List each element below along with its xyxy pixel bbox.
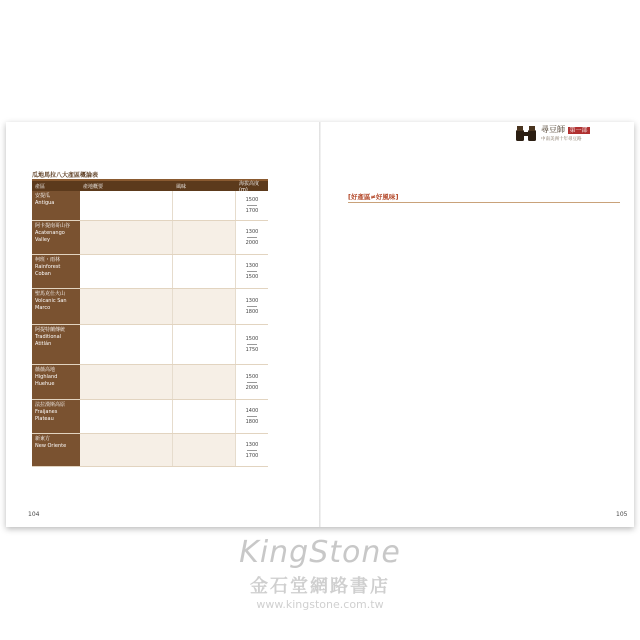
altitude-high: 1500 (245, 274, 259, 280)
altitude-low: 1300 (245, 263, 259, 269)
section-heading: [好產區≠好風味] (348, 193, 399, 201)
altitude-cell (236, 221, 268, 254)
series-title-text: 尋豆師 (541, 125, 565, 134)
altitude-separator (247, 344, 257, 345)
flavor-cell (173, 434, 236, 466)
description-cell (80, 191, 173, 220)
book-spread (6, 122, 634, 527)
altitude-high: 1800 (245, 309, 259, 315)
description-cell (80, 365, 173, 399)
region-cell: 聖馬克仕火山 Volcanic San Marco (32, 289, 80, 324)
flavor-cell (173, 255, 236, 288)
description-cell (80, 255, 173, 288)
altitude-separator (247, 237, 257, 238)
altitude-cell (236, 191, 268, 220)
region-cell: 薇薇高地 Highland Huehue (32, 365, 80, 399)
altitude-high: 1700 (245, 208, 259, 214)
table-header (32, 181, 268, 191)
altitude-high: 2000 (245, 240, 259, 246)
region-cell: 阿卡提南哥山谷 Acatenango Valley (32, 221, 80, 254)
flavor-cell (173, 289, 236, 324)
region-cell: 阿提特蘭傳統 Traditional Atitlán (32, 325, 80, 364)
table-row (32, 325, 268, 365)
region-cell: 法拉漢斯高原 Fraijanes Plateau (32, 400, 80, 433)
section-heading-text: 好產區≠好風味 (350, 193, 396, 201)
flavor-cell (173, 365, 236, 399)
flavor-cell (173, 191, 236, 220)
description-cell (80, 400, 173, 433)
series-subtitle: 中南美洲十年尋豆路 (541, 137, 582, 142)
col-header-desc: 產地概要 (83, 183, 104, 190)
series-part-badge: 第一部 (569, 127, 588, 134)
altitude-high: 2000 (245, 384, 259, 391)
table-row (32, 289, 268, 325)
watermark-chinese: 金石堂網路書店 (250, 576, 390, 597)
altitude-high: 1700 (245, 452, 259, 459)
altitude-cell (236, 289, 268, 324)
altitude-low: 1300 (245, 229, 259, 235)
table-row (32, 221, 268, 255)
region-table (32, 179, 268, 467)
table-row (32, 365, 268, 400)
altitude-separator (247, 271, 257, 272)
altitude-low: 1500 (245, 336, 259, 342)
altitude-low: 1300 (245, 298, 259, 304)
section-divider (348, 202, 620, 203)
flavor-cell (173, 221, 236, 254)
altitude-separator (247, 205, 257, 206)
table-row (32, 255, 268, 289)
region-cell: 柯班・雨林 Rainforest Coban (32, 255, 80, 288)
flavor-cell (173, 325, 236, 364)
altitude-low: 1300 (245, 441, 259, 448)
description-cell (80, 325, 173, 364)
altitude-cell (236, 365, 268, 399)
description-cell (80, 434, 173, 466)
region-cell: 安提瓜 Antigua (32, 191, 80, 220)
col-header-region: 產區 (35, 183, 46, 190)
altitude-cell (236, 400, 268, 433)
binoculars-icon (514, 125, 538, 143)
table-row (32, 191, 268, 221)
altitude-separator (247, 382, 257, 383)
series-title (541, 124, 590, 135)
altitude-high: 1800 (245, 419, 259, 425)
col-header-flavor: 風味 (176, 183, 187, 190)
altitude-cell (236, 255, 268, 288)
altitude-low: 1400 (245, 408, 259, 414)
altitude-separator (247, 450, 257, 451)
altitude-low: 1500 (245, 373, 259, 380)
flavor-cell (173, 400, 236, 433)
description-cell (80, 221, 173, 254)
altitude-cell (236, 325, 268, 364)
left-page-number: 104 (28, 511, 40, 518)
table-title: 瓜地馬拉八大產區概論表 (32, 172, 99, 179)
altitude-separator (247, 416, 257, 417)
watermark-url: www.kingstone.com.tw (256, 598, 384, 611)
description-cell (80, 289, 173, 324)
altitude-separator (247, 306, 257, 307)
right-page-number: 105 (616, 511, 628, 518)
col-header-altitude: 海拔高度 (m) (239, 180, 260, 193)
table-row (32, 400, 268, 434)
table-row (32, 434, 268, 467)
region-cell: 新東方 New Oriente (32, 434, 80, 466)
altitude-high: 1750 (245, 347, 259, 353)
altitude-cell (236, 434, 268, 466)
watermark-brand: KingStone (239, 535, 401, 570)
gutter (319, 122, 321, 527)
altitude-low: 1500 (245, 197, 259, 203)
